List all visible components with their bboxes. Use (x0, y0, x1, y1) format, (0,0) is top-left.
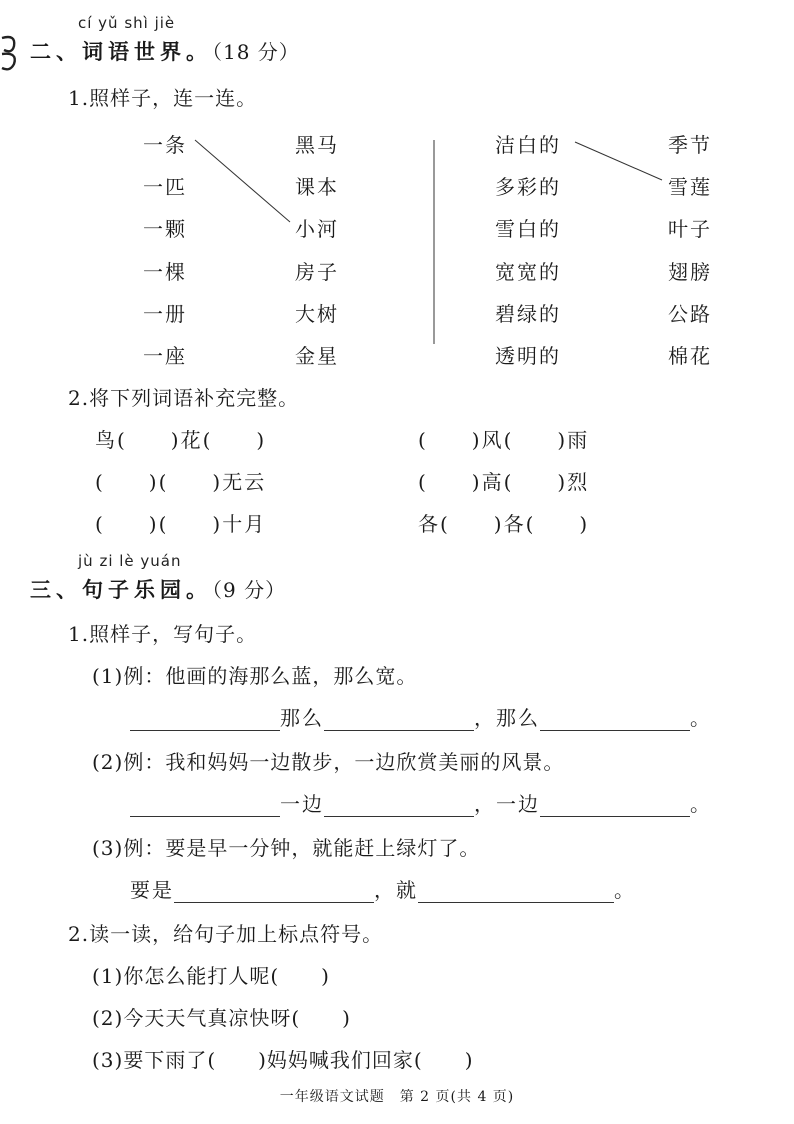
section2-q2-prompt: 2.将下列词语补充完整。 (68, 386, 300, 410)
answer-line-2: 一边 ，一边 。 (130, 788, 712, 817)
page-footer: 一年级语文试题 第 2 页(共 4 页) (279, 1089, 515, 1105)
section2-score: （18 分） (212, 40, 300, 64)
answer-blank[interactable] (130, 795, 280, 817)
punctuation-sentence-1: (1)你怎么能打人呢( ) (92, 964, 330, 988)
match-left-a-item: 一座 (143, 344, 187, 369)
section2-pinyin: cí yǔ shì jiè (78, 14, 176, 32)
match-right-a-item: 洁白的 (495, 133, 561, 157)
answer-blank[interactable] (324, 795, 474, 817)
answer-line-1: 那么 ，那么 。 (130, 702, 712, 731)
answer-blank[interactable] (174, 881, 374, 903)
match-left-b-item: 房子 (295, 259, 339, 284)
answer-blank[interactable] (324, 709, 474, 731)
fill-item: ( )( )无云 (95, 470, 267, 494)
punctuation-sentence-2: (2)今天天气真凉快呀( ) (92, 1006, 351, 1030)
match-right-a-item: 碧绿的 (495, 301, 561, 326)
match-left-a-item: 一册 (143, 301, 187, 326)
fill-item: ( )( )十月 (95, 512, 267, 536)
match-left-b-item: 课本 (295, 175, 339, 200)
match-right-b-item: 季节 (668, 133, 712, 157)
match-left-b-item: 大树 (295, 301, 339, 326)
section3-title: 三、句子乐园。（9 分） (30, 577, 287, 602)
section3-score: （9 分） (212, 578, 287, 602)
match-left-b-item: 金星 (295, 344, 339, 369)
example-sentence-2: (2)例：我和妈妈一边散步，一边欣赏美丽的风景。 (92, 750, 565, 774)
match-right-b-item: 公路 (668, 301, 712, 326)
section3-q2-prompt: 2.读一读，给句子加上标点符号。 (68, 922, 384, 946)
section3-q1-prompt: 1.照样子，写句子。 (68, 622, 258, 646)
section2-q1-prompt: 1.照样子，连一连。 (68, 86, 258, 110)
answer-blank[interactable] (540, 795, 690, 817)
match-left-b-item: 黑马 (295, 133, 339, 157)
match-right-b-item: 翅膀 (668, 259, 712, 284)
answer-blank[interactable] (130, 709, 280, 731)
match-right-b-item: 叶子 (668, 217, 712, 242)
punctuation-sentence-3: (3)要下雨了( )妈妈喊我们回家( ) (92, 1048, 474, 1072)
answer-blank[interactable] (418, 881, 614, 903)
match-right-b-item: 棉花 (668, 344, 712, 369)
match-left-b-item: 小河 (295, 217, 339, 242)
example-connector-line-left (195, 140, 290, 222)
match-right-a-item: 透明的 (495, 344, 561, 369)
match-right-a-item: 宽宽的 (495, 259, 561, 284)
answer-blank[interactable] (540, 709, 690, 731)
matching-lines (0, 0, 794, 400)
section3-pinyin: jù zi lè yuán (78, 552, 182, 570)
match-left-a-item: 一匹 (143, 175, 187, 200)
answer-line-3: 要是 ，就 。 (130, 878, 636, 902)
match-left-a-item: 一颗 (143, 217, 187, 242)
fill-item: ( )高( )烈 (418, 470, 590, 494)
fill-item: 各( )各( ) (418, 512, 590, 536)
section2-title: 二、词语世界。（18 分） (30, 39, 300, 64)
example-sentence-3: (3)例：要是早一分钟，就能赶上绿灯了。 (92, 836, 481, 860)
match-right-a-item: 多彩的 (495, 175, 561, 200)
match-right-b-item: 雪莲 (668, 175, 712, 200)
example-connector-line-right (575, 142, 662, 180)
example-sentence-1: (1)例：他画的海那么蓝，那么宽。 (92, 664, 418, 688)
fill-item: 鸟( )花( ) (95, 428, 267, 452)
match-right-a-item: 雪白的 (495, 217, 561, 242)
fill-item: ( )风( )雨 (418, 428, 590, 452)
match-left-a-item: 一棵 (143, 259, 187, 284)
match-left-a-item: 一条 (143, 133, 187, 157)
